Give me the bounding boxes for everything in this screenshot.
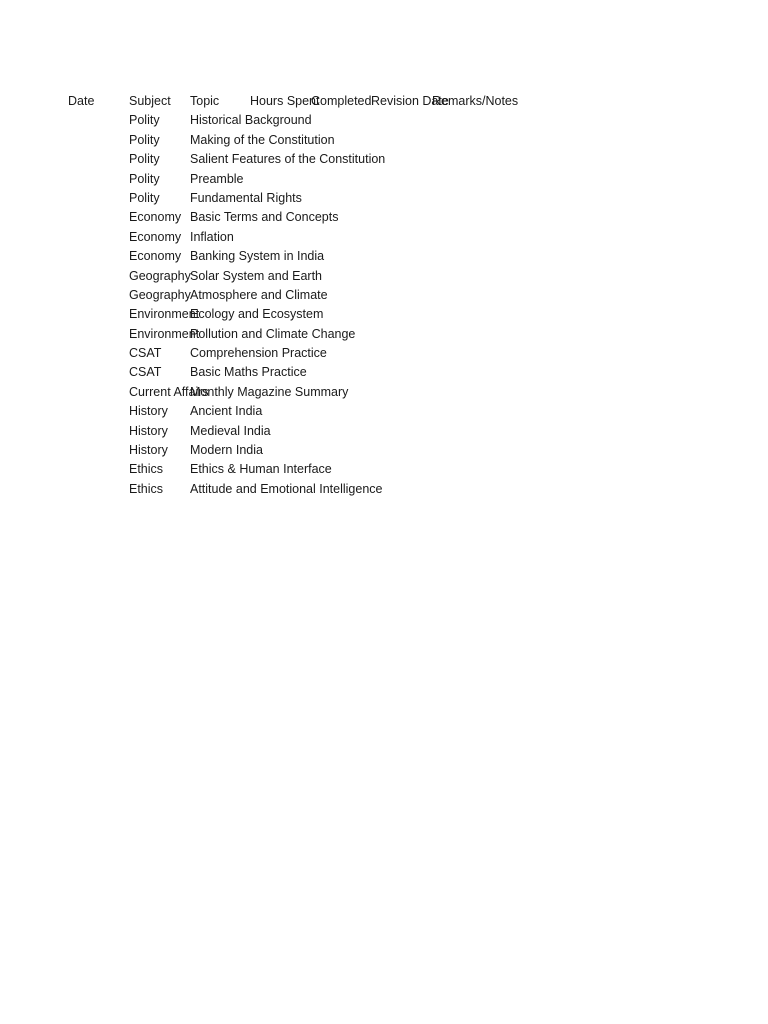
topic-cell: Salient Features of the Constitution (190, 152, 386, 167)
date-cell (68, 189, 129, 208)
subject-cell: Economy (129, 210, 182, 225)
date-cell (68, 131, 129, 150)
table-row (68, 208, 538, 227)
table-row (68, 247, 538, 266)
subject-cell: Polity (129, 152, 160, 167)
subject-cell: Polity (129, 171, 160, 186)
subject-cell: Ethics (129, 462, 164, 477)
table-row (68, 305, 538, 324)
table-row (68, 131, 538, 150)
table-row (68, 480, 538, 499)
subject-cell: Current Affairs (129, 384, 209, 399)
topic-cell: Monthly Magazine Summary (190, 384, 349, 399)
table-row (68, 402, 538, 421)
date-cell (68, 286, 129, 305)
date-cell (68, 111, 129, 130)
table-row (68, 441, 538, 460)
header-remarks: Remarks/Notes (432, 94, 519, 108)
header-date: Date (68, 94, 95, 108)
subject-cell: CSAT (129, 346, 162, 361)
topic-cell: Fundamental Rights (190, 190, 302, 205)
topic-cell: Making of the Constitution (190, 132, 335, 147)
date-cell (68, 247, 129, 266)
date-cell (68, 422, 129, 441)
table-row (68, 170, 538, 189)
topic-cell: Ecology and Ecosystem (190, 307, 324, 322)
subject-cell: Environment (129, 307, 200, 322)
table-row (68, 325, 538, 344)
study-tracker-sheet (68, 92, 538, 499)
date-cell (68, 208, 129, 227)
table-row (68, 189, 538, 208)
date-cell (68, 325, 129, 344)
date-cell (68, 267, 129, 286)
date-cell (68, 228, 129, 247)
subject-cell: Ethics (129, 481, 164, 496)
header-revision-date: Revision Date (371, 94, 449, 108)
topic-cell: Basic Terms and Concepts (190, 210, 339, 225)
date-cell (68, 460, 129, 479)
header-completed: Completed (311, 94, 372, 108)
topic-cell: Inflation (190, 229, 234, 244)
subject-cell: Environment (129, 326, 200, 341)
header-topic: Topic (190, 94, 220, 108)
table-row (68, 111, 538, 130)
topic-cell: Comprehension Practice (190, 346, 327, 361)
subject-cell: History (129, 423, 168, 438)
date-cell (68, 150, 129, 169)
subject-cell: Geography (129, 268, 191, 283)
date-cell (68, 402, 129, 421)
table-row (68, 422, 538, 441)
subject-cell: Polity (129, 113, 160, 128)
topic-cell: Historical Background (190, 113, 312, 128)
topic-cell: Attitude and Emotional Intelligence (190, 481, 383, 496)
topic-cell: Preamble (190, 171, 244, 186)
subject-cell: History (129, 404, 168, 419)
date-cell (68, 344, 129, 363)
topic-cell: Ancient India (190, 404, 263, 419)
header-hours-spent: Hours Spent (250, 94, 320, 108)
table-row (68, 150, 538, 169)
date-cell (68, 170, 129, 189)
topic-cell: Atmosphere and Climate (190, 287, 328, 302)
topic-cell: Medieval India (190, 423, 271, 438)
header-row (68, 92, 538, 111)
date-cell (68, 480, 129, 499)
date-cell (68, 383, 129, 402)
subject-cell: Geography (129, 287, 191, 302)
topic-cell: Banking System in India (190, 249, 325, 264)
table-row (68, 363, 538, 382)
subject-cell: History (129, 443, 168, 458)
table-row (68, 344, 538, 363)
topic-cell: Basic Maths Practice (190, 365, 307, 380)
date-cell (68, 305, 129, 324)
topic-cell: Solar System and Earth (190, 268, 323, 283)
topic-cell: Pollution and Climate Change (190, 326, 356, 341)
subject-cell: Economy (129, 229, 182, 244)
table-row (68, 460, 538, 479)
topic-cell: Modern India (190, 443, 263, 458)
subject-cell: Polity (129, 132, 160, 147)
header-subject: Subject (129, 94, 171, 108)
topic-cell: Ethics & Human Interface (190, 462, 332, 477)
table-row (68, 228, 538, 247)
table-row (68, 383, 538, 402)
table-row (68, 267, 538, 286)
subject-cell: Economy (129, 249, 182, 264)
table-row (68, 286, 538, 305)
subject-cell: Polity (129, 190, 160, 205)
date-cell (68, 441, 129, 460)
subject-cell: CSAT (129, 365, 162, 380)
date-cell (68, 363, 129, 382)
